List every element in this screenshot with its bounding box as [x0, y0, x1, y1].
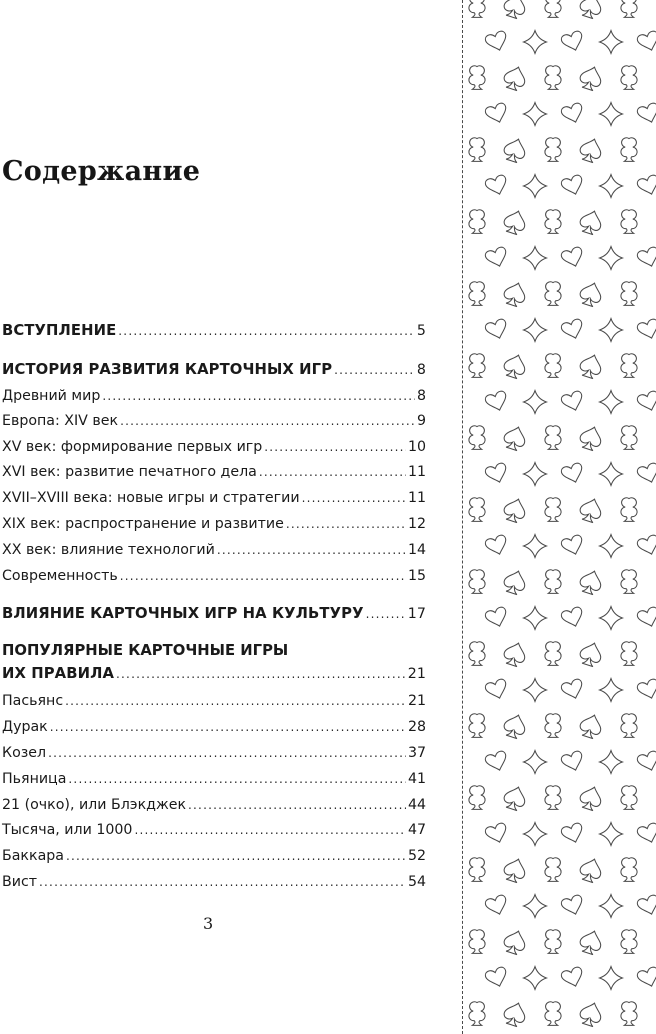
- diamond-suit-icon: [524, 679, 547, 702]
- toc-entry-label: ВСТУПЛЕНИЕ: [2, 322, 117, 339]
- spade-suit-icon: [501, 712, 528, 740]
- dot-leader: [66, 847, 406, 865]
- heart-suit-icon: [636, 750, 656, 773]
- dot-leader: [286, 515, 406, 533]
- club-suit-icon: [621, 714, 637, 738]
- club-suit-icon: [469, 354, 485, 378]
- club-suit-icon: [545, 930, 561, 954]
- spade-suit-icon: [501, 856, 528, 884]
- diamond-suit-icon: [524, 31, 547, 54]
- toc-entry-label: Европа: XIV век: [2, 413, 119, 429]
- toc-entry-page: 8: [416, 362, 426, 378]
- toc-section-entry: [2, 605, 426, 623]
- toc-entry-page: 9: [416, 413, 426, 429]
- spade-suit-icon: [501, 1000, 528, 1028]
- club-suit-icon: [545, 210, 561, 234]
- heart-suit-icon: [484, 534, 509, 557]
- heart-suit-icon: [636, 390, 656, 413]
- toc-entry-page: 5: [416, 323, 426, 339]
- dot-leader: [68, 770, 406, 788]
- spade-suit-icon: [577, 496, 604, 524]
- club-suit-icon: [469, 282, 485, 306]
- heart-suit-icon: [560, 462, 585, 485]
- heart-suit-icon: [484, 102, 509, 125]
- toc-entry-page: 11: [407, 464, 426, 480]
- diamond-suit-icon: [600, 895, 623, 918]
- club-suit-icon: [621, 426, 637, 450]
- heart-suit-icon: [484, 246, 509, 269]
- diamond-suit-icon: [600, 31, 623, 54]
- heart-suit-icon: [484, 822, 509, 845]
- diamond-suit-icon: [524, 319, 547, 342]
- heart-suit-icon: [636, 966, 656, 989]
- toc-title: Содержание: [2, 156, 201, 187]
- heart-suit-icon: [636, 822, 656, 845]
- heart-suit-icon: [636, 894, 656, 917]
- diamond-suit-icon: [600, 391, 623, 414]
- diamond-suit-icon: [600, 967, 623, 990]
- club-suit-icon: [469, 642, 485, 666]
- toc-entry-page: 10: [407, 439, 426, 455]
- spade-suit-icon: [577, 1000, 604, 1028]
- club-suit-icon: [621, 642, 637, 666]
- dot-leader: [120, 412, 415, 430]
- toc-section-entry: [2, 361, 426, 379]
- club-suit-icon: [621, 210, 637, 234]
- club-suit-icon: [469, 1002, 485, 1026]
- heart-suit-icon: [484, 678, 509, 701]
- toc-entry-page: 37: [407, 745, 426, 761]
- toc-entry: [2, 412, 426, 430]
- dot-leader: [116, 665, 406, 683]
- diamond-suit-icon: [524, 607, 547, 630]
- toc-entry-label: Пьяница: [2, 771, 67, 787]
- toc-entry: [2, 770, 426, 788]
- spade-suit-icon: [501, 208, 528, 236]
- club-suit-icon: [621, 570, 637, 594]
- toc-entry: [2, 796, 426, 814]
- heart-suit-icon: [484, 390, 509, 413]
- toc-entry: [2, 438, 426, 456]
- club-suit-icon: [621, 786, 637, 810]
- heart-suit-icon: [560, 534, 585, 557]
- diamond-suit-icon: [600, 103, 623, 126]
- heart-suit-icon: [560, 102, 585, 125]
- spade-suit-icon: [501, 784, 528, 812]
- dot-leader: [188, 796, 406, 814]
- spade-suit-icon: [501, 640, 528, 668]
- toc-section-entry: [2, 665, 426, 683]
- spade-suit-icon: [577, 928, 604, 956]
- dot-leader: [50, 718, 406, 736]
- heart-suit-icon: [560, 750, 585, 773]
- dot-leader: [48, 744, 406, 762]
- toc-entry-page: 44: [407, 797, 426, 813]
- club-suit-icon: [469, 426, 485, 450]
- heart-suit-icon: [560, 678, 585, 701]
- heart-suit-icon: [636, 246, 656, 269]
- toc-entry-label: XVII–XVIII века: новые игры и стратегии: [2, 490, 300, 506]
- spade-suit-icon: [577, 784, 604, 812]
- toc-entry-label: XIX век: распространение и развитие: [2, 516, 284, 532]
- toc-entry-page: 11: [407, 490, 426, 506]
- spade-suit-icon: [501, 352, 528, 380]
- toc-entry-label: Дурак: [2, 719, 48, 735]
- spade-suit-icon: [577, 136, 604, 164]
- heart-suit-icon: [484, 966, 509, 989]
- toc-entry: [2, 515, 426, 533]
- heart-suit-icon: [636, 102, 656, 125]
- diamond-suit-icon: [524, 967, 547, 990]
- club-suit-icon: [545, 786, 561, 810]
- dot-leader: [217, 541, 406, 559]
- toc-entry-page: 41: [407, 771, 426, 787]
- toc-entry-page: 52: [407, 848, 426, 864]
- heart-suit-icon: [560, 894, 585, 917]
- club-suit-icon: [545, 858, 561, 882]
- club-suit-icon: [621, 498, 637, 522]
- heart-suit-icon: [484, 30, 509, 53]
- heart-suit-icon: [636, 534, 656, 557]
- spade-suit-icon: [501, 136, 528, 164]
- toc-entry: [2, 692, 426, 710]
- club-suit-icon: [545, 714, 561, 738]
- club-suit-icon: [545, 498, 561, 522]
- club-suit-icon: [545, 570, 561, 594]
- toc-entry: [2, 873, 426, 891]
- toc-entry-page: 21: [407, 693, 426, 709]
- club-suit-icon: [621, 282, 637, 306]
- heart-suit-icon: [484, 462, 509, 485]
- spade-suit-icon: [577, 568, 604, 596]
- toc-entry: [2, 541, 426, 559]
- toc-entry-label: Пасьянс: [2, 693, 64, 709]
- club-suit-icon: [469, 858, 485, 882]
- club-suit-icon: [469, 930, 485, 954]
- toc-entry-label: Древний мир: [2, 388, 101, 404]
- diamond-suit-icon: [600, 175, 623, 198]
- heart-suit-icon: [560, 822, 585, 845]
- toc-entry-label: Вист: [2, 874, 38, 890]
- club-suit-icon: [545, 426, 561, 450]
- club-suit-icon: [545, 138, 561, 162]
- club-suit-icon: [545, 282, 561, 306]
- dot-leader: [120, 567, 406, 585]
- heart-suit-icon: [636, 318, 656, 341]
- dot-leader: [39, 873, 406, 891]
- suit-pattern: [463, 0, 656, 1034]
- diamond-suit-icon: [524, 823, 547, 846]
- toc-entry-label: Баккара: [2, 848, 64, 864]
- club-suit-icon: [621, 66, 637, 90]
- toc-entry-label: Современность: [2, 568, 118, 584]
- spade-suit-icon: [501, 0, 528, 20]
- diamond-suit-icon: [600, 535, 623, 558]
- diamond-suit-icon: [600, 319, 623, 342]
- diamond-suit-icon: [600, 247, 623, 270]
- toc-entry-label: XV век: формирование первых игр: [2, 439, 263, 455]
- toc-entry: [2, 567, 426, 585]
- page-number: 3: [203, 914, 214, 933]
- toc-entry-page: 17: [407, 606, 426, 622]
- dot-leader: [334, 361, 415, 379]
- club-suit-icon: [545, 354, 561, 378]
- club-suit-icon: [469, 498, 485, 522]
- spade-suit-icon: [577, 856, 604, 884]
- heart-suit-icon: [560, 606, 585, 629]
- heart-suit-icon: [484, 894, 509, 917]
- heart-suit-icon: [636, 462, 656, 485]
- diamond-suit-icon: [524, 175, 547, 198]
- toc-entry: [2, 847, 426, 865]
- diamond-suit-icon: [524, 391, 547, 414]
- heart-suit-icon: [560, 966, 585, 989]
- club-suit-icon: [621, 138, 637, 162]
- dot-leader: [134, 821, 406, 839]
- toc-entry-page: 12: [407, 516, 426, 532]
- spade-suit-icon: [501, 280, 528, 308]
- toc-section-heading-line: ПОПУЛЯРНЫЕ КАРТОЧНЫЕ ИГРЫ: [2, 642, 289, 659]
- spade-suit-icon: [501, 64, 528, 92]
- heart-suit-icon: [560, 174, 585, 197]
- club-suit-icon: [545, 0, 561, 17]
- diamond-suit-icon: [524, 463, 547, 486]
- diamond-suit-icon: [600, 823, 623, 846]
- toc-entry: [2, 744, 426, 762]
- dot-leader: [118, 322, 415, 340]
- spade-suit-icon: [577, 208, 604, 236]
- toc-entry-label: 21 (очко), или Блэкджек: [2, 797, 187, 813]
- club-suit-icon: [621, 930, 637, 954]
- diamond-suit-icon: [600, 607, 623, 630]
- club-suit-icon: [469, 570, 485, 594]
- toc-entry-label: Козел: [2, 745, 47, 761]
- diamond-suit-icon: [524, 103, 547, 126]
- heart-suit-icon: [636, 606, 656, 629]
- dot-leader: [366, 605, 406, 623]
- heart-suit-icon: [484, 174, 509, 197]
- toc-entry: [2, 387, 426, 405]
- spade-suit-icon: [501, 496, 528, 524]
- heart-suit-icon: [484, 318, 509, 341]
- toc-entry-label: ВЛИЯНИЕ КАРТОЧНЫХ ИГР НА КУЛЬТУРУ: [2, 605, 364, 622]
- dot-leader: [264, 438, 406, 456]
- diamond-suit-icon: [524, 247, 547, 270]
- club-suit-icon: [469, 210, 485, 234]
- diamond-suit-icon: [600, 751, 623, 774]
- toc-entry-page: 21: [407, 666, 426, 682]
- spade-suit-icon: [577, 424, 604, 452]
- heart-suit-icon: [560, 246, 585, 269]
- club-suit-icon: [621, 1002, 637, 1026]
- spade-suit-icon: [577, 280, 604, 308]
- club-suit-icon: [621, 354, 637, 378]
- toc-entry: [2, 821, 426, 839]
- toc-entry: [2, 463, 426, 481]
- spade-suit-icon: [501, 424, 528, 452]
- club-suit-icon: [545, 66, 561, 90]
- club-suit-icon: [545, 1002, 561, 1026]
- toc-entry-page: 28: [407, 719, 426, 735]
- spade-suit-icon: [577, 64, 604, 92]
- spade-suit-icon: [577, 0, 604, 20]
- toc-entry-page: 54: [407, 874, 426, 890]
- club-suit-icon: [621, 858, 637, 882]
- club-suit-icon: [469, 138, 485, 162]
- heart-suit-icon: [484, 606, 509, 629]
- toc-entry: [2, 489, 426, 507]
- club-suit-icon: [469, 714, 485, 738]
- heart-suit-icon: [636, 678, 656, 701]
- spade-suit-icon: [577, 712, 604, 740]
- toc-entry-page: 15: [407, 568, 426, 584]
- dot-leader: [259, 463, 406, 481]
- heart-suit-icon: [484, 750, 509, 773]
- heart-suit-icon: [636, 174, 656, 197]
- toc-entry-label: ИХ ПРАВИЛА: [2, 665, 115, 682]
- heart-suit-icon: [560, 390, 585, 413]
- spade-suit-icon: [577, 352, 604, 380]
- toc-entry-page: 47: [407, 822, 426, 838]
- diamond-suit-icon: [524, 751, 547, 774]
- heart-suit-icon: [560, 30, 585, 53]
- dot-leader: [302, 489, 406, 507]
- dot-leader: [65, 692, 406, 710]
- spade-suit-icon: [501, 928, 528, 956]
- club-suit-icon: [469, 66, 485, 90]
- club-suit-icon: [469, 786, 485, 810]
- toc-entry-label: Тысяча, или 1000: [2, 822, 133, 838]
- toc-entry-label: XX век: влияние технологий: [2, 542, 215, 558]
- diamond-suit-icon: [524, 535, 547, 558]
- club-suit-icon: [469, 0, 485, 17]
- card-suit-pattern-panel: [462, 0, 656, 1034]
- heart-suit-icon: [636, 30, 656, 53]
- spade-suit-icon: [501, 568, 528, 596]
- toc-entry-page: 8: [416, 388, 426, 404]
- toc-entry-label: XVI век: развитие печатного дела: [2, 464, 257, 480]
- toc-entry-label: ИСТОРИЯ РАЗВИТИЯ КАРТОЧНЫХ ИГР: [2, 361, 333, 378]
- toc-entry: [2, 718, 426, 736]
- diamond-suit-icon: [600, 679, 623, 702]
- heart-suit-icon: [560, 318, 585, 341]
- toc-section-entry: [2, 322, 426, 340]
- club-suit-icon: [545, 642, 561, 666]
- club-suit-icon: [621, 0, 637, 17]
- diamond-suit-icon: [524, 895, 547, 918]
- toc-entry-page: 14: [407, 542, 426, 558]
- spade-suit-icon: [577, 640, 604, 668]
- dot-leader: [102, 387, 415, 405]
- diamond-suit-icon: [600, 463, 623, 486]
